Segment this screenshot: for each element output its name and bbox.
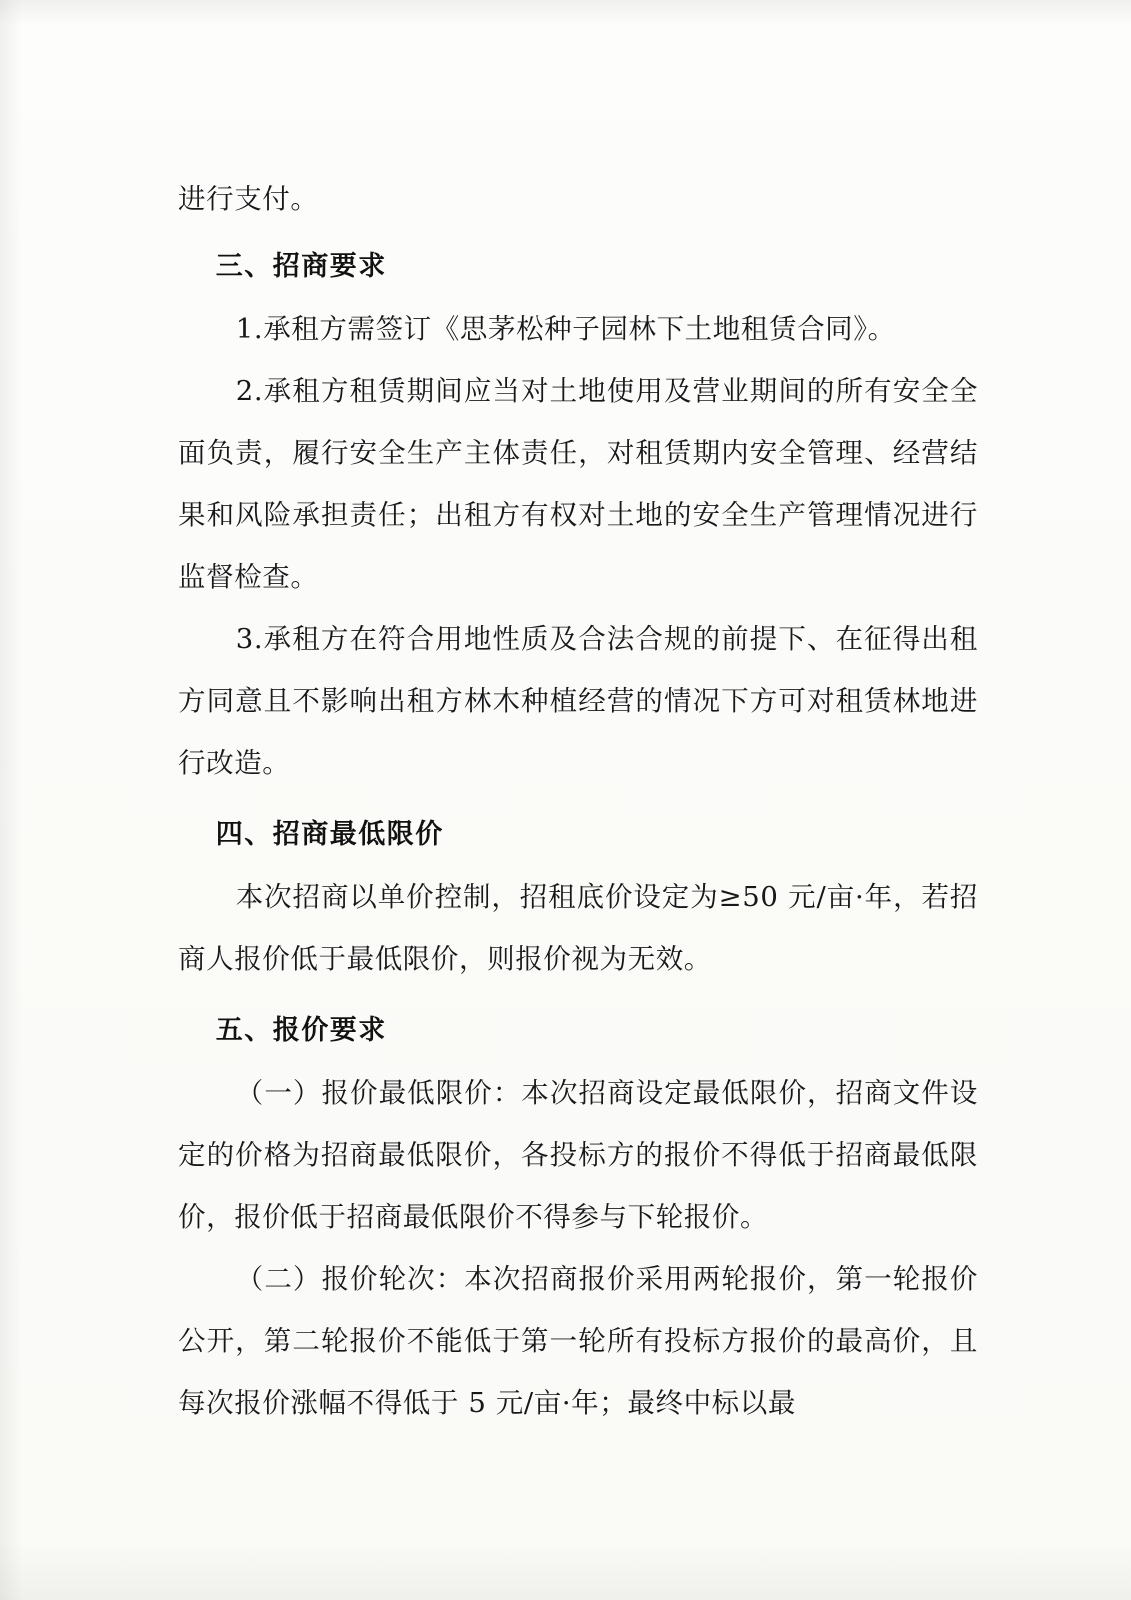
list-item-3-2: 2.承租方租赁期间应当对土地使用及营业期间的所有安全全面负责，履行安全生产主体责任，对租赁期内安全管理、经营结果和风险承担责任；出租方有权对土地的安全生产管理情况进行监督检查。 <box>178 375 978 593</box>
list-item-3-3: 3.承租方在符合用地性质及合法合规的前提下、在征得出租方同意且不影响出租方林木种植经营的情况下方可对租赁林地进行改造。 <box>178 623 978 779</box>
spacer <box>178 794 978 804</box>
section-5-item-2: （二）报价轮次：本次招商报价采用两轮报价，第一轮报价公开，第二轮报价不能低于第一轮所有投标方报价的最高价，且每次报价涨幅不得低于 5 元/亩·年；最终中标以最 <box>178 1263 978 1419</box>
section-heading-5: 五、报价要求 <box>215 1015 387 1046</box>
document-body <box>178 168 978 1434</box>
section-4-paragraph: 本次招商以单价控制，招租底价设定为≥50 元/亩·年，若招商人报价低于最低限价，则报价视为无效。 <box>178 881 978 975</box>
section-heading-3: 三、招商要求 <box>215 251 387 282</box>
scan-shadow-left <box>0 0 22 1600</box>
scan-shadow-bottom <box>0 1540 1131 1600</box>
list-item-3-1: 1.承租方需签订《思茅松种子园林下土地租赁合同》。 <box>235 313 896 345</box>
section-5-item-1: （一）报价最低限价：本次招商设定最低限价，招商文件设定的价格为招商最低限价，各投标方的报价不得低于招商最低限价，报价低于招商最低限价不得参与下轮报价。 <box>178 1077 978 1233</box>
spacer <box>178 990 978 1000</box>
paragraph-continued: 进行支付。 <box>178 183 319 215</box>
scan-shadow-top <box>0 0 1131 26</box>
section-heading-4: 四、招商最低限价 <box>215 819 444 850</box>
